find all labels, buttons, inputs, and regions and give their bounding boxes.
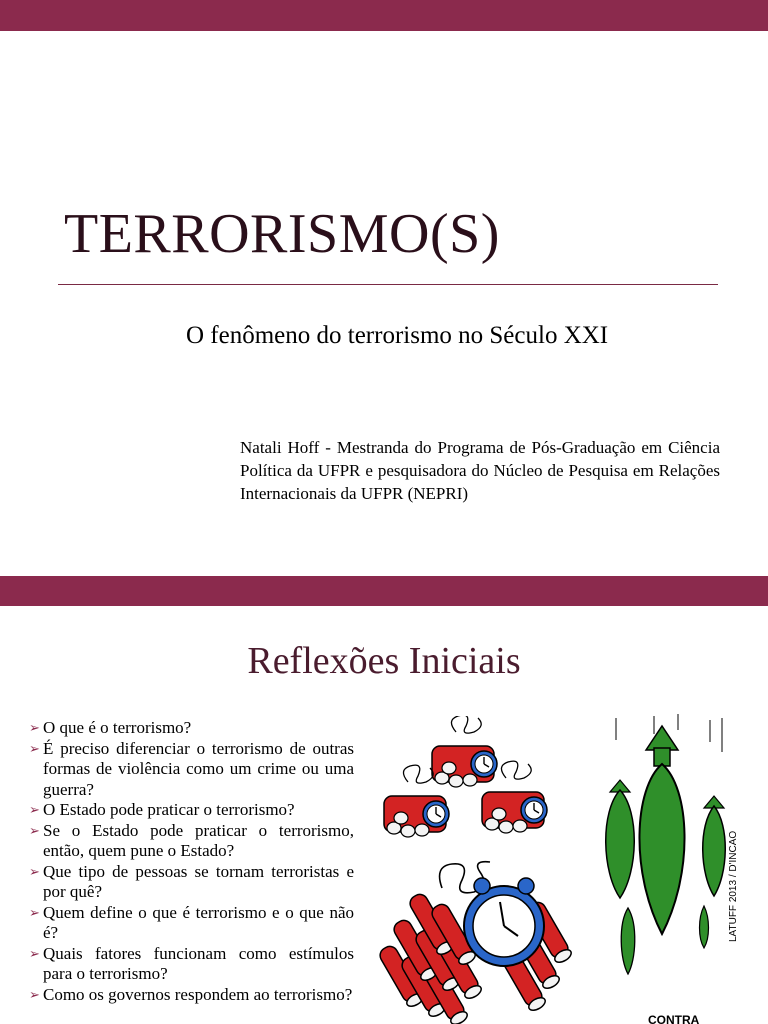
dynamite-illustration xyxy=(372,716,572,1024)
small-bomb-left xyxy=(606,780,635,898)
list-item-text: O Estado pode praticar o terrorismo? xyxy=(43,800,295,819)
cartoon-caption: CONTRA xyxy=(648,1013,700,1024)
small-dynamite-bundle-top xyxy=(432,716,497,787)
list-item-text: O que é o terrorismo? xyxy=(43,718,192,737)
list-item xyxy=(28,739,354,801)
header-band xyxy=(0,576,768,606)
slide-subtitle: O fenômeno do terrorismo no Século XXI xyxy=(186,322,609,349)
slide-title: TERRORISMO(S) xyxy=(64,203,500,265)
list-item-text: Como os governos respondem ao terrorismo? xyxy=(43,984,353,1004)
arrow-bullet-icon: ➢ xyxy=(29,822,40,838)
arrow-bullet-icon: ➢ xyxy=(29,904,40,920)
title-underline xyxy=(58,284,718,285)
list-item-text: Se o Estado pode praticar o terrorismo, então, quem pune o Estado? xyxy=(43,820,354,860)
large-bomb xyxy=(639,726,684,934)
content-slide xyxy=(0,576,768,1024)
small-bomb-lower-left xyxy=(621,908,635,974)
arrow-bullet-icon: ➢ xyxy=(29,802,40,817)
bombs-illustration xyxy=(588,712,768,1024)
slide-title: Reflexões Iniciais xyxy=(247,640,521,682)
list-item-text: Quem define o que é terrorismo e o que não é? xyxy=(43,902,354,942)
list-item xyxy=(28,800,354,821)
arrow-bullet-icon: ➢ xyxy=(29,740,40,756)
arrow-bullet-icon: ➢ xyxy=(29,863,40,879)
list-item xyxy=(28,985,354,1006)
list-item xyxy=(28,718,354,739)
cartoon-signature: LATUFF 2013 / D'INCAO xyxy=(728,830,739,942)
arrow-bullet-icon: ➢ xyxy=(29,720,40,735)
list-item xyxy=(28,862,354,903)
list-item xyxy=(28,903,354,944)
large-dynamite-bundle xyxy=(377,862,572,1024)
arrow-bullet-icon: ➢ xyxy=(29,945,40,961)
list-item xyxy=(28,944,354,985)
arrow-bullet-icon: ➢ xyxy=(29,986,40,1002)
list-item-text: É preciso diferenciar o terrorismo de outras formas de violência como um crime ou uma guerra? xyxy=(43,738,354,799)
small-bomb-right xyxy=(703,796,726,896)
author-info: Natali Hoff - Mestranda do Programa de Pós-Graduação em Ciência Política da UFPR e pesquisadora do Núcleo de Pesquisa em Relações Internacionais da UFPR (NEPRI) xyxy=(240,438,720,503)
list-item-text: Quais fatores funcionam como estímulos para o terrorismo? xyxy=(43,943,354,983)
small-bomb-lower-right xyxy=(700,906,709,948)
header-band xyxy=(0,0,768,31)
list-item-text: Que tipo de pessoas se tornam terroristas e por quê? xyxy=(43,861,354,901)
question-list xyxy=(28,718,354,1005)
list-item xyxy=(28,821,354,862)
